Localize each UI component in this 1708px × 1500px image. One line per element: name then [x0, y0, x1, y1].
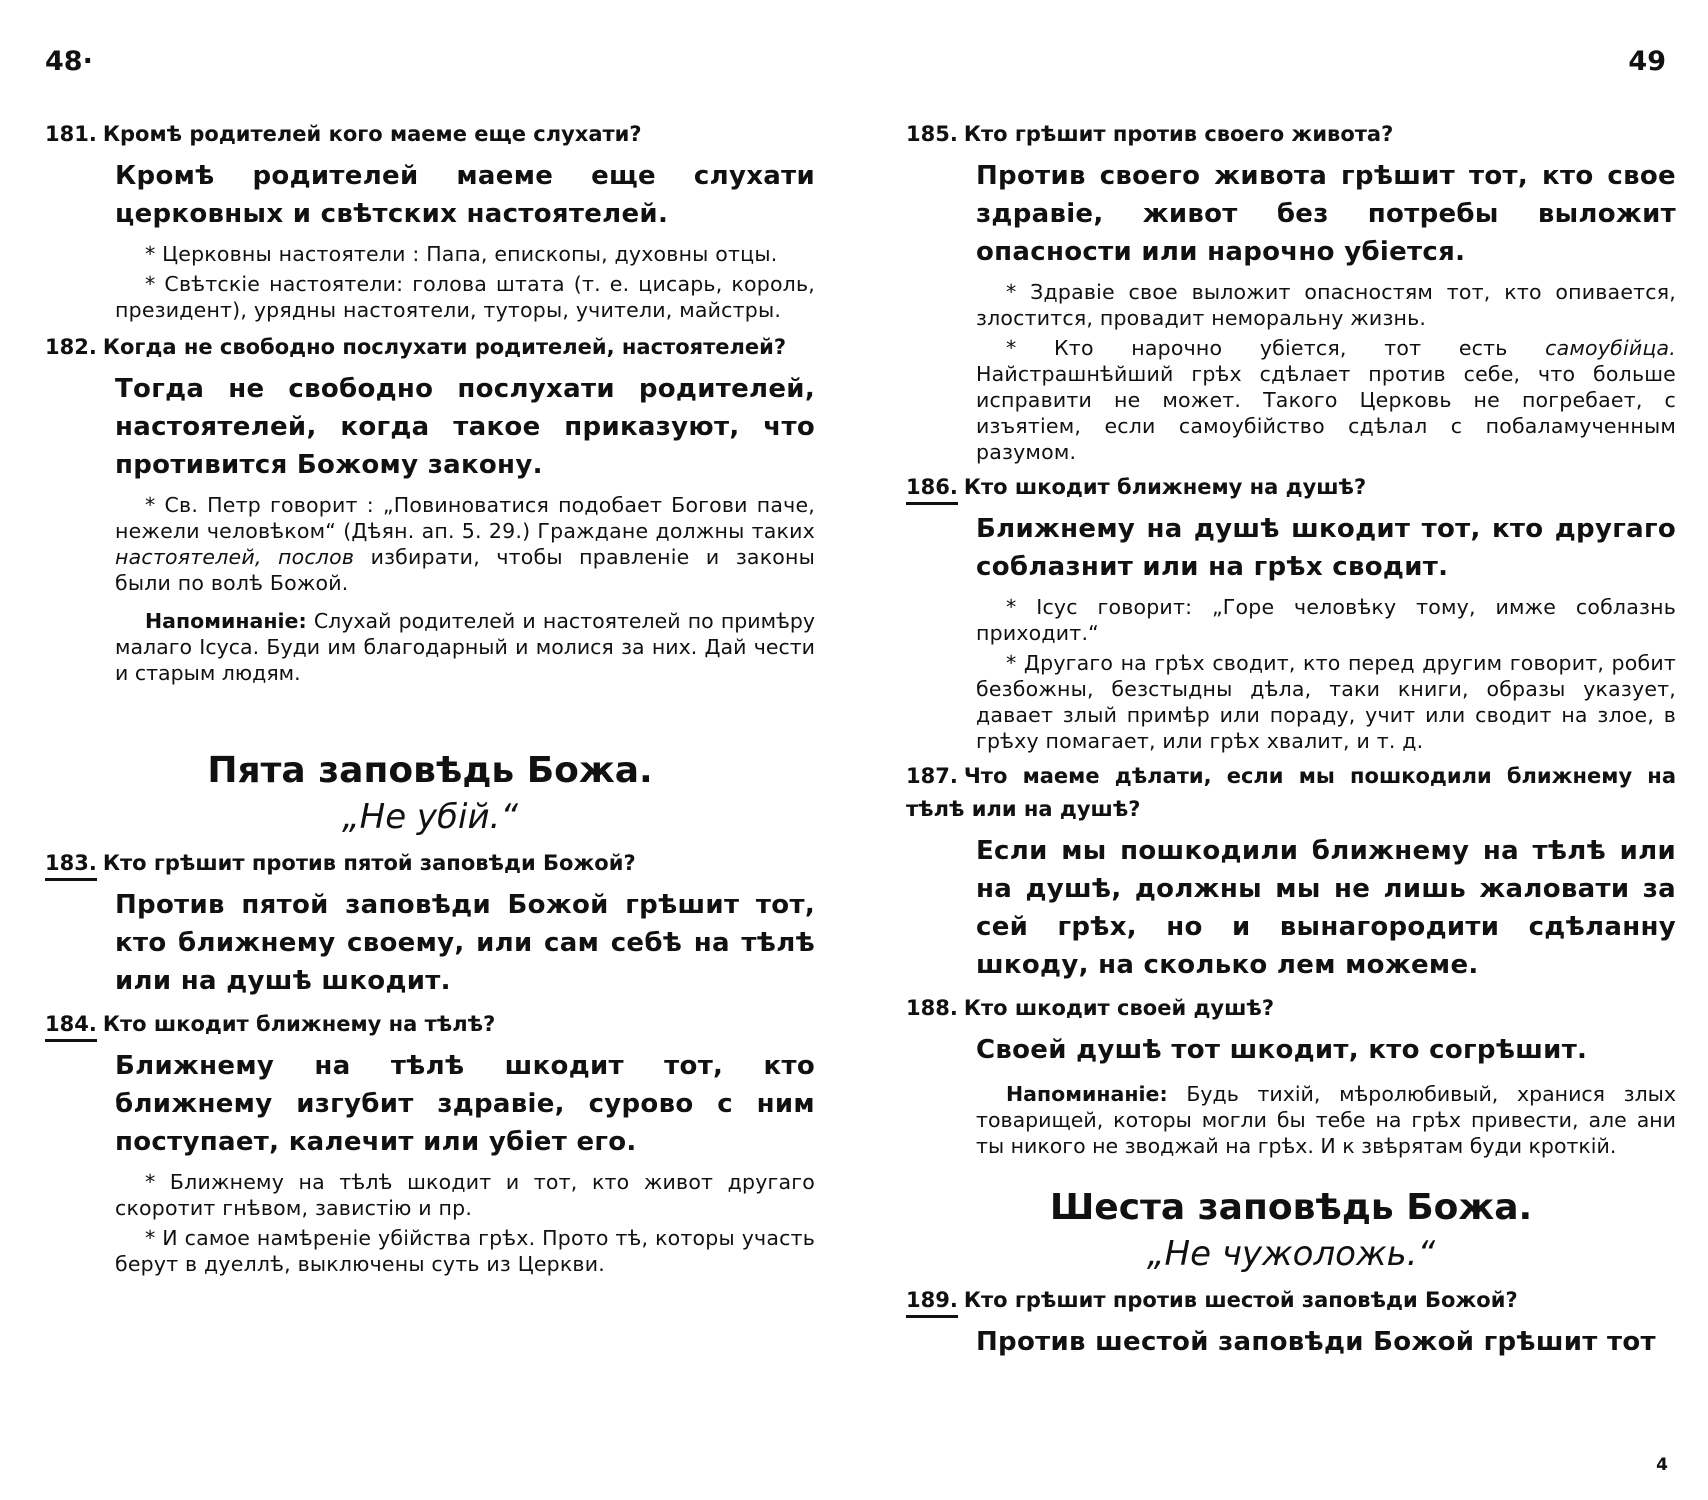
question-number: 182. — [45, 335, 97, 359]
question-text: Кто грѣшит против пятой заповѣди Божой? — [102, 851, 636, 875]
note-emphasis: самоубійца. — [1545, 336, 1676, 360]
left-column — [45, 118, 815, 1281]
reminder-text: Будь тихій, мѣролюбивый, хранися злых товарищей, которы могли бы тебе на грѣх привести, але ани ты никого не зводжай на грѣх. И к звѣрятам буди кроткій. — [976, 1082, 1676, 1158]
question-number: 181. — [45, 122, 97, 146]
note-emphasis: настоятелей, послов — [115, 545, 355, 569]
note-text: Найстрашнѣйший грѣх сдѣлает против себе, что больше исправити не может. Такого Церковь не погребает, с изъятіем, если самоубійство сдѣлал с побаламученным разумом. — [976, 362, 1676, 464]
question-number: 185. — [906, 122, 958, 146]
answer-189: Против шестой заповѣди Божой грѣшит тот — [976, 1327, 1656, 1357]
answer-184: Ближнему на тѣлѣ шкодит тот, кто ближнему изгубит здравіе, сурово с ним поступает, калечит или убіет его. — [115, 1051, 815, 1157]
page-number: 48· — [45, 46, 93, 77]
question-text: Кто шкодит ближнему на тѣлѣ? — [102, 1012, 496, 1036]
note-185-2 — [976, 335, 1676, 465]
question-text: Кто шкодит своей душѣ? — [963, 996, 1275, 1020]
answer-185: Против своего живота грѣшит тот, кто свое здравіе, живот без потребы выложит опасности или нарочно убіется. — [976, 161, 1676, 267]
note-text: избирати, чтобы правленіе и законы были по волѣ Божой. — [115, 545, 816, 595]
section-subtitle-5: „Не убій.“ — [342, 797, 518, 837]
signature-mark: 4 — [1656, 1455, 1668, 1475]
question-number: 183. — [45, 851, 97, 881]
question-189 — [906, 1284, 1676, 1317]
note-text: * Св. Петр говорит : „Повиноватися подобает Богови паче, нежели человѣком“ (Дѣян. ап. 5. 29.) Граждане должны таких — [115, 493, 815, 543]
reminder-188 — [976, 1081, 1676, 1159]
note-186-1: * Ісус говорит: „Горе человѣку тому, имже соблазнь приходит.“ — [976, 595, 1676, 645]
note-184-1: * Ближнему на тѣлѣ шкодит и тот, кто живот другаго скоротит гнѣвом, завистію и пр. — [115, 1170, 815, 1220]
note-186-2: * Другаго на грѣх сводит, кто перед другим говорит, робит безбожны, безстыдны дѣла, таки книги, образы указует, давает злый примѣр или пораду, учит или сводит на злое, в грѣху помагает, или грѣх хвалит, и т. д. — [976, 651, 1676, 753]
question-text: Кто шкодит ближнему на душѣ? — [963, 475, 1367, 499]
question-181 — [45, 118, 815, 151]
reminder-label: Напоминаніе: — [145, 609, 307, 633]
note-184-2: * И самое намѣреніе убійства грѣх. Прото тѣ, которы участь берут в дуеллѣ, выключены суть из Церкви. — [115, 1226, 815, 1276]
question-number: 187. — [906, 764, 958, 788]
question-text: Кромѣ родителей кого маеме еще слухати? — [102, 122, 642, 146]
question-number: 184. — [45, 1012, 97, 1042]
question-186 — [906, 471, 1676, 504]
question-183 — [45, 847, 815, 880]
reminder-label: Напоминаніе: — [1006, 1082, 1168, 1106]
page-number: 49 — [1628, 46, 1666, 77]
question-185 — [906, 118, 1676, 151]
answer-183: Против пятой заповѣди Божой грѣшит тот, кто ближнему своему, или сам себѣ на тѣлѣ или на душѣ шкодит. — [115, 890, 815, 996]
reminder-text: Слухай родителей и настоятелей по примѣру малаго Ісуса. Буди им благодарный и молися за них. Дай чести и старым людям. — [115, 609, 815, 685]
answer-182: Тогда не свободно послухати родителей, настоятелей, когда такое приказуют, что противится Божому закону. — [115, 374, 815, 480]
answer-187: Если мы пошкодили ближнему на тѣлѣ или на душѣ, должны мы не лишь жаловати за сей грѣх, но и вынагородити сдѣланну шкоду, на сколько лем можеме. — [976, 836, 1676, 980]
question-text: Кто грѣшит против шестой заповѣди Божой? — [963, 1288, 1518, 1312]
note-185-1: * Здравіе свое выложит опасностям тот, кто опивается, злостится, провадит неморальну жизнь. — [976, 280, 1676, 330]
question-text: Что маеме дѣлати, если мы пошкодили ближнему на тѣлѣ или на душѣ? — [906, 764, 1676, 821]
question-184 — [45, 1008, 815, 1041]
section-subtitle-6: „Не чужоложь.“ — [1146, 1234, 1436, 1274]
question-text: Кто грѣшит против своего живота? — [963, 122, 1394, 146]
question-number: 189. — [906, 1288, 958, 1318]
question-text: Когда не свободно послухати родителей, настоятелей? — [102, 335, 787, 359]
note-text: * Кто нарочно убіется, тот есть — [1006, 336, 1546, 360]
note-181-1: * Церковны настоятели : Папа, епископы, духовны отцы. — [145, 242, 778, 266]
reminder-182 — [115, 608, 815, 686]
question-188 — [906, 992, 1676, 1025]
question-187 — [906, 760, 1676, 826]
question-number: 188. — [906, 996, 958, 1020]
note-181-2: * Свѣтскіе настоятели: голова штата (т. е. цисарь, король, президент), урядны настоятели, туторы, учители, майстры. — [115, 272, 815, 322]
right-page — [854, 0, 1708, 1500]
section-title-5: Пята заповѣдь Божа. — [207, 750, 653, 791]
section-title-6: Шеста заповѣдь Божа. — [1049, 1187, 1533, 1228]
note-182-1 — [115, 492, 815, 596]
answer-181: Кромѣ родителей маеме еще слухати церковных и свѣтских настоятелей. — [115, 161, 815, 229]
right-column — [906, 118, 1676, 1369]
question-number: 186. — [906, 475, 958, 505]
answer-188: Своей душѣ тот шкодит, кто согрѣшит. — [976, 1035, 1588, 1065]
answer-186: Ближнему на душѣ шкодит тот, кто другаго соблазнит или на грѣх сводит. — [976, 514, 1676, 582]
question-182 — [45, 331, 815, 364]
